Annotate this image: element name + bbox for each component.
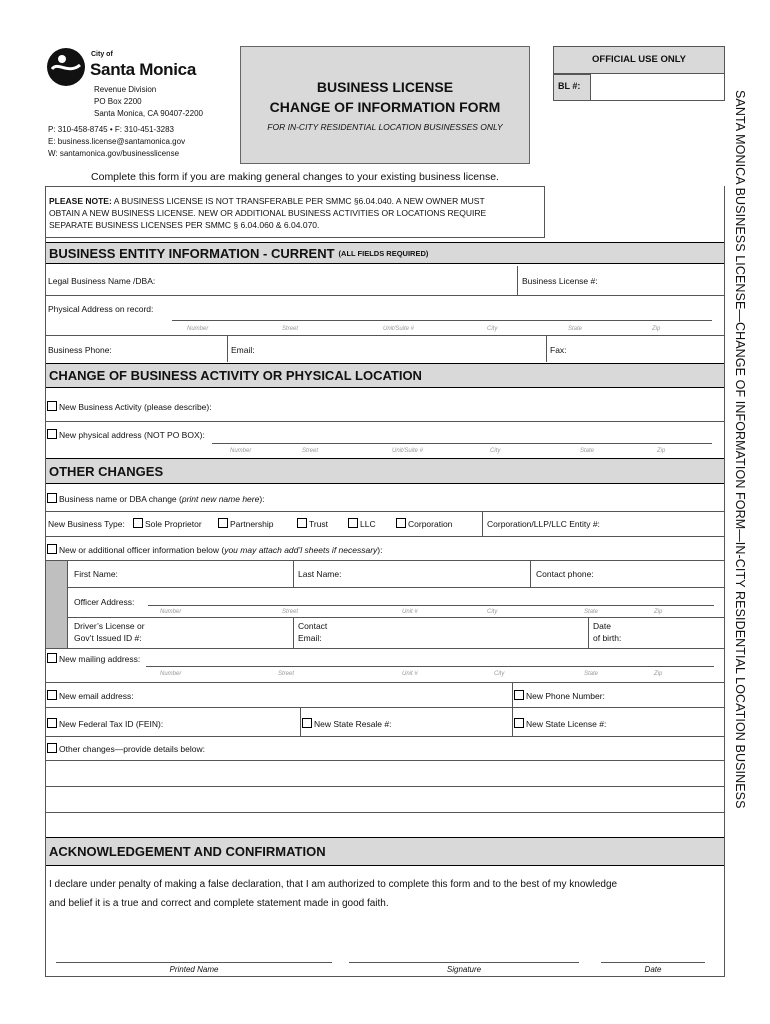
- officer-address-field[interactable]: [148, 605, 714, 606]
- hint-city: City: [487, 609, 498, 615]
- officer-address-label: Officer Address:: [74, 597, 135, 607]
- type-corporation[interactable]: [396, 518, 452, 529]
- hint-number: Number: [187, 326, 209, 332]
- officer-phone-label: Contact phone:: [536, 569, 594, 579]
- name-change-field[interactable]: [280, 487, 725, 509]
- hint-unit: Unit #: [402, 609, 418, 615]
- side-title: SANTA MONICA BUSINESS LICENSE—CHANGE OF INFORMATION FORM—IN-CITY RESIDENTIAL LOCATION BUSINESS: [733, 90, 747, 809]
- city-seal-icon: [46, 47, 88, 87]
- city-address: Santa Monica, CA 90407-2200: [94, 109, 203, 118]
- entity-number-label: Corporation/LLP/LLC Entity #:: [487, 519, 600, 529]
- new-address-label: New physical address (NOT PO BOX):: [59, 430, 205, 440]
- business-fax-label: Fax:: [550, 345, 567, 355]
- new-email-field[interactable]: [140, 684, 510, 706]
- row-divider: [45, 736, 725, 737]
- physical-address-label: Physical Address on record:: [48, 304, 154, 314]
- row-divider: [45, 707, 725, 708]
- entity-section-header: [45, 242, 725, 264]
- hint-street: Street: [302, 448, 319, 454]
- fein-label: New Federal Tax ID (FEIN):: [59, 719, 164, 729]
- officer-id-label-1: Driver’s License or: [74, 621, 145, 631]
- divider: [512, 682, 513, 707]
- name-change-end: ):: [259, 494, 265, 504]
- legal-name-label: Legal Business Name /DBA:: [48, 276, 156, 286]
- type-sole-proprietor-label: Sole Proprietor: [145, 519, 202, 529]
- mailing-row: [47, 653, 140, 664]
- row-divider: [67, 617, 725, 618]
- type-partnership-checkbox[interactable]: [218, 518, 228, 528]
- officer-last-name-label: Last Name:: [298, 569, 342, 579]
- divider: [482, 511, 483, 536]
- officer-dob-label-1: Date: [593, 621, 611, 631]
- new-email-label: New email address:: [59, 691, 134, 701]
- name-change-row: [47, 493, 265, 504]
- intro-text: Complete this form if you are making general changes to your existing business license.: [91, 171, 499, 183]
- business-email-label: Email:: [231, 345, 255, 355]
- entity-heading-note: (ALL FIELDS REQUIRED): [338, 248, 429, 258]
- type-sole-proprietor-checkbox[interactable]: [133, 518, 143, 528]
- type-corporation-label: Corporation: [408, 519, 453, 529]
- officer-checkbox[interactable]: [47, 544, 57, 554]
- business-phone-label: Business Phone:: [48, 345, 112, 355]
- type-llc[interactable]: [348, 518, 376, 529]
- officer-hint: you may attach add’l sheets if necessary: [224, 545, 378, 555]
- signature-label: Signature: [446, 965, 482, 974]
- type-sole-proprietor[interactable]: [133, 518, 202, 529]
- hint-number: Number: [160, 671, 182, 677]
- row-divider: [45, 511, 725, 512]
- printed-name-label: Printed Name: [169, 965, 219, 974]
- contact-email: E: business.license@santamonica.gov: [48, 137, 186, 146]
- officer-email-label-2: Email:: [298, 633, 322, 643]
- resale-checkbox[interactable]: [302, 718, 312, 728]
- hint-zip: Zip: [654, 671, 663, 677]
- officer-last-name-field[interactable]: [350, 562, 528, 584]
- hint-street: Street: [282, 609, 299, 615]
- note-label: PLEASE NOTE:: [49, 196, 112, 206]
- row-divider: [45, 295, 725, 296]
- officer-id-label-2: Gov’t Issued ID #:: [74, 633, 142, 643]
- row-divider: [67, 587, 725, 588]
- license-number-label: Business License #:: [522, 276, 598, 286]
- hint-street: Street: [282, 326, 299, 332]
- type-llc-checkbox[interactable]: [348, 518, 358, 528]
- fein-checkbox[interactable]: [47, 718, 57, 728]
- other-details-label: Other changes—provide details below:: [59, 744, 205, 754]
- type-partnership[interactable]: [218, 518, 273, 529]
- new-email-checkbox[interactable]: [47, 690, 57, 700]
- po-box: PO Box 2200: [94, 97, 142, 106]
- new-phone-label: New Phone Number:: [526, 691, 605, 701]
- hint-zip: Zip: [654, 609, 663, 615]
- officer-first-name-label: First Name:: [74, 569, 118, 579]
- hint-street: Street: [278, 671, 295, 677]
- divider: [293, 617, 294, 648]
- note-line-1: [49, 196, 485, 206]
- resale-label: New State Resale #:: [314, 719, 392, 729]
- date-label: Date: [644, 965, 662, 974]
- new-address-field[interactable]: [212, 443, 712, 444]
- new-activity-field[interactable]: [225, 394, 725, 416]
- hint-number: Number: [230, 448, 252, 454]
- type-trust-label: Trust: [309, 519, 329, 529]
- row-divider: [45, 682, 725, 683]
- name-change-label: Business name or DBA change (: [59, 494, 182, 504]
- logo-city-of: City of: [91, 51, 113, 58]
- officer-phone-field[interactable]: [605, 562, 725, 584]
- new-phone-checkbox[interactable]: [514, 690, 524, 700]
- mailing-checkbox[interactable]: [47, 653, 57, 663]
- officer-dob-label-2: of birth:: [593, 633, 622, 643]
- hint-zip: Zip: [652, 326, 661, 332]
- new-address-row: [47, 429, 205, 440]
- fein-field[interactable]: [170, 710, 298, 734]
- officer-end: ):: [377, 545, 383, 555]
- hint-unit-suite: Unit/Suite #: [392, 448, 424, 454]
- entity-number-field[interactable]: [612, 513, 725, 535]
- row-divider: [45, 335, 725, 336]
- new-phone-row: [514, 690, 605, 701]
- hint-city: City: [494, 671, 505, 677]
- type-llc-label: LLC: [360, 519, 376, 529]
- hint-unit: Unit #: [402, 671, 418, 677]
- other-section-header: [45, 458, 725, 484]
- type-partnership-label: Partnership: [230, 519, 274, 529]
- resale-row: [302, 718, 391, 729]
- ack-text-2: and belief it is a true and correct and complete statement made in good faith.: [49, 898, 389, 909]
- officer-label: New or additional officer information below (: [59, 545, 225, 555]
- type-trust[interactable]: [297, 518, 328, 529]
- printed-name-field[interactable]: [56, 962, 332, 963]
- officer-dob-field[interactable]: [630, 619, 725, 646]
- hint-city: City: [487, 326, 498, 332]
- new-activity-row: [47, 401, 212, 412]
- hint-state: State: [584, 671, 599, 677]
- official-use-label: OFFICIAL USE ONLY: [592, 54, 686, 65]
- new-activity-label: New Business Activity (please describe):: [59, 402, 212, 412]
- officer-email-field[interactable]: [335, 619, 587, 646]
- officer-id-field[interactable]: [160, 619, 292, 646]
- note-text-1: A BUSINESS LICENSE IS NOT TRANSFERABLE PER SMMC §6.04.040. A NEW OWNER MUST: [113, 196, 485, 206]
- form-title-2: CHANGE OF INFORMATION FORM: [269, 99, 501, 115]
- mailing-label: New mailing address:: [59, 654, 141, 664]
- new-address-checkbox[interactable]: [47, 429, 57, 439]
- entity-heading: BUSINESS ENTITY INFORMATION - CURRENT: [49, 245, 335, 261]
- ack-section-header: [45, 837, 725, 866]
- name-change-checkbox[interactable]: [47, 493, 57, 503]
- bl-number-label: BL #:: [558, 81, 581, 91]
- type-trust-checkbox[interactable]: [297, 518, 307, 528]
- logo-city-name: Santa Monica: [90, 60, 196, 79]
- officer-email-label-1: Contact: [298, 621, 328, 631]
- physical-address-field[interactable]: [172, 320, 712, 321]
- hint-number: Number: [160, 609, 182, 615]
- business-type-label: New Business Type:: [48, 519, 125, 529]
- hint-city: City: [490, 448, 501, 454]
- other-details-row: [47, 743, 205, 754]
- signature-field[interactable]: [349, 962, 579, 963]
- city-logo: [46, 47, 88, 87]
- hint-unit-suite: Unit/Suite #: [383, 326, 415, 332]
- division-name: Revenue Division: [94, 85, 157, 94]
- note-line-3: SEPARATE BUSINESS LICENSES PER SMMC § 6.04.060 & 6.04.070.: [49, 220, 320, 230]
- contact-website: W: santamonica.gov/businesslicense: [48, 149, 180, 158]
- new-activity-checkbox[interactable]: [47, 401, 57, 411]
- activity-section-header: [45, 363, 725, 388]
- state-license-field[interactable]: [612, 710, 725, 734]
- other-details-line-1[interactable]: [45, 761, 725, 785]
- date-field[interactable]: [601, 962, 705, 963]
- divider: [293, 561, 294, 587]
- divider: [588, 617, 589, 648]
- other-details-checkbox[interactable]: [47, 743, 57, 753]
- other-heading: OTHER CHANGES: [49, 463, 164, 479]
- new-phone-field[interactable]: [612, 684, 725, 706]
- row-divider: [45, 536, 725, 537]
- new-email-row: [47, 690, 134, 701]
- form-subtitle: FOR IN-CITY RESIDENTIAL LOCATION BUSINESSES ONLY: [267, 122, 503, 132]
- other-details-line-2[interactable]: [45, 787, 725, 811]
- name-change-hint: print new name here: [181, 494, 260, 504]
- divider: [512, 707, 513, 736]
- row-divider: [45, 648, 725, 649]
- row-divider: [45, 421, 725, 422]
- hint-state: State: [584, 609, 599, 615]
- hint-zip: Zip: [657, 448, 666, 454]
- divider: [67, 561, 68, 648]
- activity-heading: CHANGE OF BUSINESS ACTIVITY OR PHYSICAL LOCATION: [49, 368, 422, 383]
- officer-first-name-field[interactable]: [130, 562, 292, 584]
- divider: [300, 707, 301, 736]
- state-license-row: [514, 718, 606, 729]
- ack-heading: ACKNOWLEDGEMENT AND CONFIRMATION: [49, 844, 326, 859]
- note-line-2: OBTAIN A NEW BUSINESS LICENSE. NEW OR ADDITIONAL BUSINESS ACTIVITIES OR LOCATIONS REQUIRE: [49, 208, 487, 218]
- state-license-label: New State License #:: [526, 719, 607, 729]
- hint-state: State: [580, 448, 595, 454]
- type-corporation-checkbox[interactable]: [396, 518, 406, 528]
- business-fax-field[interactable]: [547, 337, 725, 361]
- ack-text-1: I declare under penalty of making a false declaration, that I am authorized to complete this form and to the best of my knowledge: [49, 879, 618, 890]
- row-divider: [45, 560, 725, 561]
- fein-row: [47, 718, 163, 729]
- divider: [530, 561, 531, 587]
- officer-row: [47, 544, 383, 555]
- form-title-1: BUSINESS LICENSE: [316, 79, 454, 95]
- business-email-field[interactable]: [228, 337, 546, 361]
- other-details-line-3[interactable]: [45, 813, 725, 835]
- state-license-checkbox[interactable]: [514, 718, 524, 728]
- phone-fax: P: 310-458-8745 • F: 310-451-3283: [48, 125, 174, 134]
- hint-state: State: [568, 326, 583, 332]
- mailing-address-field[interactable]: [146, 666, 714, 667]
- resale-field[interactable]: [395, 710, 510, 734]
- officer-gray-bar: [45, 561, 67, 648]
